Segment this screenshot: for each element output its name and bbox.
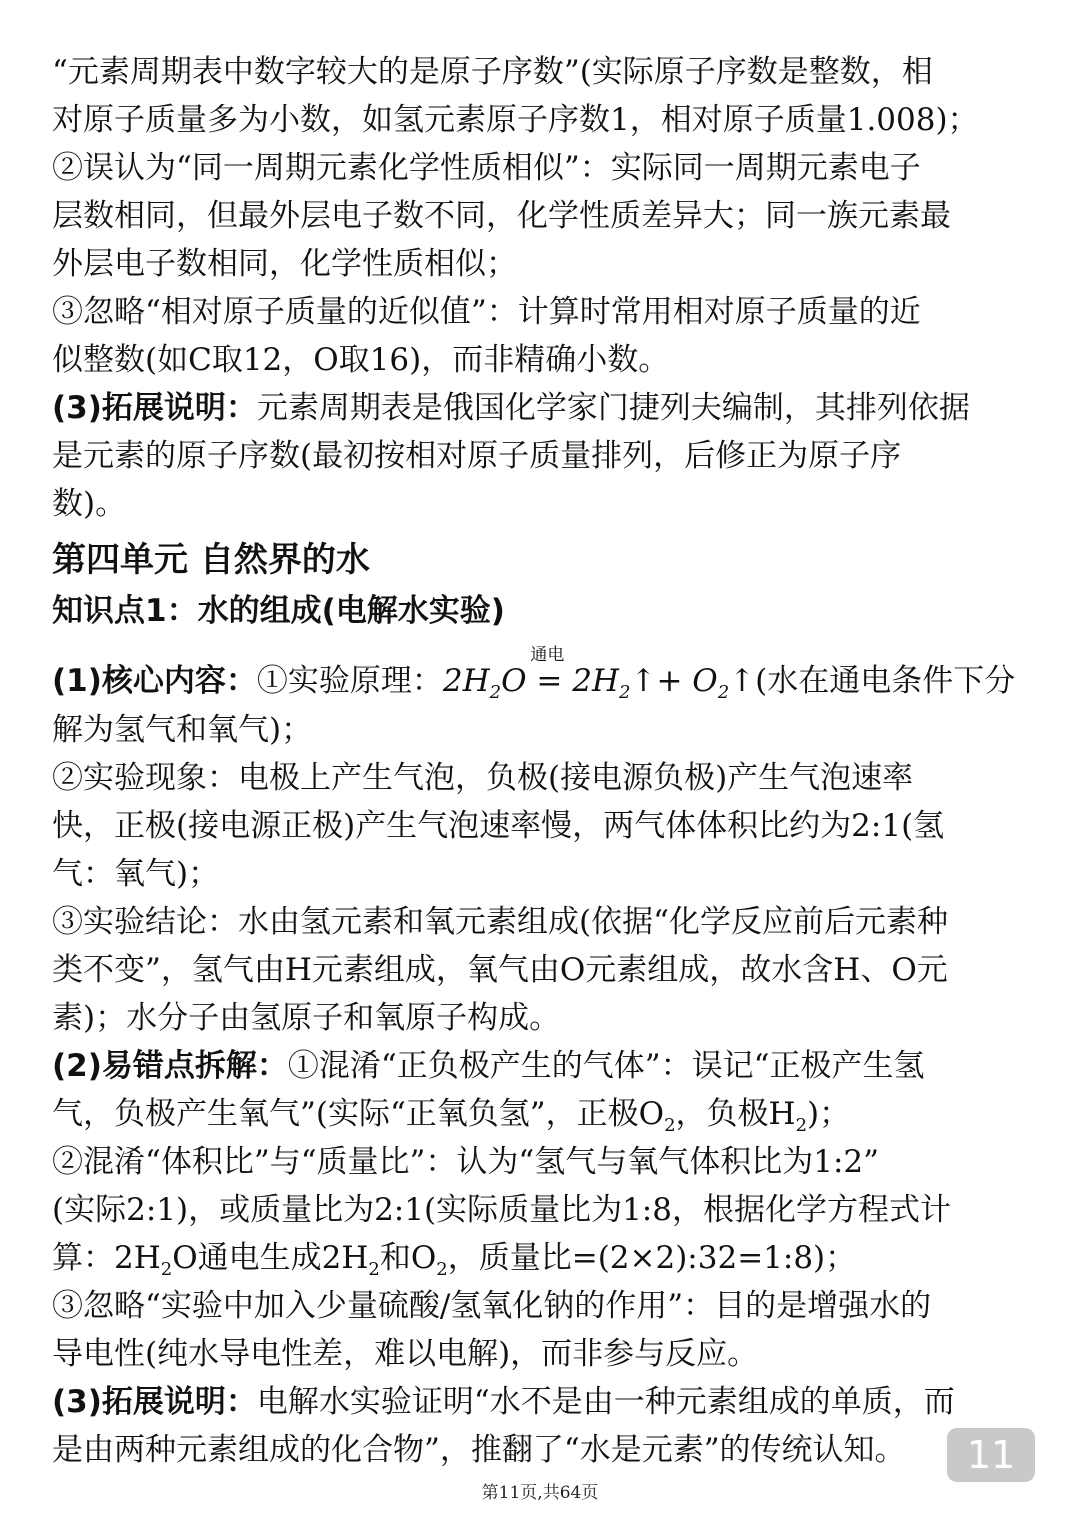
page-footer: 第11页,共64页 xyxy=(481,1483,599,1503)
extension-label: (3)拓展说明： xyxy=(52,1384,257,1420)
extension-note-1 xyxy=(52,384,1032,432)
text-line: ②实验现象：电极上产生气泡，负极(接电源负极)产生气泡速率 xyxy=(52,760,914,796)
text-line: 气：氧气)； xyxy=(52,856,220,892)
text-line: ③忽略“相对原子质量的近似值”：计算时常用相对原子质量的近 xyxy=(52,294,921,330)
equation: $2H_2O$ 通电 = $2H_2↑+$ $O_2↑$ xyxy=(443,663,755,699)
text-line: ③实验结论：水由氢元素和氧元素组成(依据“化学反应前后元素种 xyxy=(52,904,948,940)
core-prefix: ①实验原理： xyxy=(256,663,443,699)
text-line: 素)；水分子由氢原子和氧原子构成。 xyxy=(52,1000,561,1036)
page-number-badge: 11 xyxy=(947,1428,1035,1482)
extension-label: (3)拓展说明： xyxy=(52,390,257,426)
text-line: 解为氢气和氧气)； xyxy=(52,712,313,748)
text-line: ②误认为“同一周期元素化学性质相似”：实际同一周期元素电子 xyxy=(52,150,921,186)
error-label: (2)易错点拆解： xyxy=(52,1048,288,1084)
extension-text: 元素周期表是俄国化学家门捷列夫编制，其排列依据 xyxy=(256,390,970,426)
unit-heading: 第四单元 自然界的水 xyxy=(52,540,370,580)
core-label: (1)核心内容： xyxy=(52,663,257,699)
extension-note-2: (3)拓展说明：电解水实验证明“水不是由一种元素组成的单质，而 xyxy=(52,1384,955,1420)
core-content-line xyxy=(52,645,1032,706)
text-line: 类不变”，氢气由H元素组成，氧气由O元素组成，故水含H、O元 xyxy=(52,952,948,988)
text-line: 气，负极产生氧气”(实际“正氧负氢”，正极$O_2$，负极$H_2$)； xyxy=(52,1096,851,1137)
text-line: 数)。 xyxy=(52,486,127,522)
equation-sign: 通电 = xyxy=(536,656,562,706)
core-suffix: (水在通电条件下分 xyxy=(755,663,1016,699)
knowledge-point-heading: 知识点1：水的组成(电解水实验) xyxy=(52,593,505,629)
text-line: ③忽略“实验中加入少量硫酸/氢氧化钠的作用”：目的是增强水的 xyxy=(52,1288,932,1324)
text-line: (实际2:1)，或质量比为2:1(实际质量比为1:8，根据化学方程式计 xyxy=(52,1192,951,1228)
text-line: 导电性(纯水导电性差，难以电解)，而非参与反应。 xyxy=(52,1336,759,1372)
text-line: 对原子质量多为小数，如氢元素原子序数1，相对原子质量1.008)； xyxy=(52,102,979,138)
text-line: ②混淆“体积比”与“质量比”：认为“氢气与氧气体积比为1:2” xyxy=(52,1144,879,1180)
document-page xyxy=(52,48,1032,1474)
text-line: 是元素的原子序数(最初按相对原子质量排列，后修正为原子序 xyxy=(52,438,902,474)
text-line: “元素周期表中数字较大的是原子序数”(实际原子序数是整数，相 xyxy=(52,54,933,90)
text-line: 快，正极(接电源正极)产生气泡速率慢，两气体体积比约为2:1(氢 xyxy=(52,808,945,844)
text-line: 外层电子数相同，化学性质相似； xyxy=(52,246,517,282)
text-line: 算：$2H_2O$通电生成$2H_2$和$O_2$，质量比=(2×2):32=1:8)； xyxy=(52,1240,857,1281)
text-line: 似整数(如C取12，O取16)，而非精确小数。 xyxy=(52,342,670,378)
error-points-line: (2)易错点拆解：①混淆“正负极产生的气体”：误记“正极产生氢 xyxy=(52,1048,925,1084)
text-line: 层数相同，但最外层电子数不同，化学性质差异大；同一族元素最 xyxy=(52,198,951,234)
text-line: 是由两种元素组成的化合物”，推翻了“水是元素”的传统认知。 xyxy=(52,1432,906,1468)
equation-condition: 通电 xyxy=(530,645,565,665)
